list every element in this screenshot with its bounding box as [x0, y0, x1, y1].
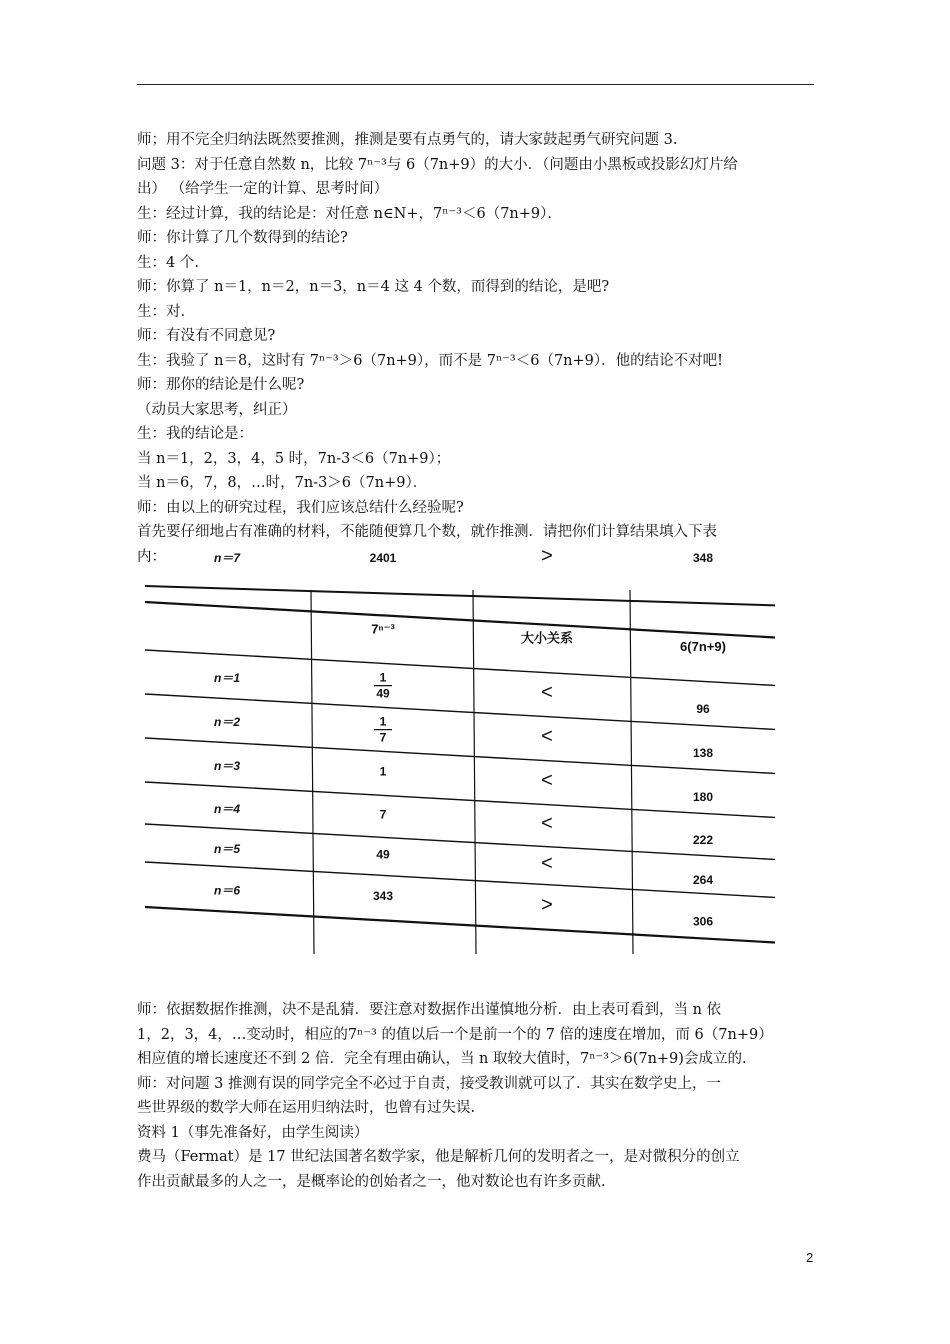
text-line: 内：	[137, 548, 166, 565]
text-line: 生：我验了 n＝8，这时有 7ⁿ⁻³＞6（7n+9），而不是 7ⁿ⁻³＜6（7n+9）．他的结论不对吧!	[137, 352, 723, 369]
table-relation-cell: <	[541, 769, 553, 792]
text-line: 1，2，3，4，…变动时，相应的7ⁿ⁻³ 的值以后一个是前一个的 7 倍的速度在增加，而 6（7n+9）	[137, 1026, 773, 1043]
text-line: 问题 3：对于任意自然数 n，比较 7ⁿ⁻³与 6（7n+9）的大小．（问题由小黑板或投影幻灯片给	[137, 156, 738, 173]
table-power-cell: 49	[376, 847, 390, 862]
text-line: 资料 1（事先准备好，由学生阅读）	[137, 1124, 369, 1141]
text-line: 当 n＝1，2，3，4，5 时，7n-3＜6（7n+9）；	[137, 450, 451, 467]
table-relation-cell: <	[541, 681, 553, 704]
table-n-cell: n＝4	[213, 802, 241, 817]
table-header: 大小关系	[520, 630, 574, 646]
table-fraction-denominator: 49	[376, 686, 390, 701]
comparison-table	[135, 545, 780, 962]
text-line: 费马（Fermat）是 17 世纪法国著名数学家，他是解析几何的发明者之一，是对微积分的创立	[137, 1149, 740, 1165]
table-fraction-numerator: 1	[379, 670, 387, 685]
table-column-rule	[473, 590, 476, 954]
text-line: 师：你计算了几个数得到的结论?	[137, 230, 348, 246]
text-line: 相应值的增长速度还不到 2 倍．完全有理由确认，当 n 取较大值时，7ⁿ⁻³＞6(7n+9)会成立的.	[137, 1051, 747, 1067]
text-line: 首先要仔细地占有准确的材料，不能随便算几个数，就作推测．请把你们计算结果填入下表	[137, 524, 717, 540]
text-line: （动员大家思考，纠正）	[137, 401, 297, 418]
table-n-cell: n＝7	[213, 551, 241, 565]
table-fraction-numerator: 1	[379, 714, 387, 729]
table-column-rule	[311, 590, 314, 954]
table-n-cell: n＝3	[213, 759, 241, 774]
text-line: 师：依据数据作推测，决不是乱猜．要注意对数据作出谨慎地分析．由上表可看到，当 n 依	[137, 1002, 722, 1018]
text-line: 师：你算了 n＝1，n＝2，n＝3，n＝4 这 4 个数，而得到的结论，是吧?	[137, 279, 610, 295]
text-line: 师：对问题 3 推测有误的同学完全不必过于自责，接受教训就可以了．其实在数学史上，一	[137, 1075, 721, 1092]
text-line: 师：那你的结论是什么呢?	[137, 377, 305, 393]
text-line: 生：经过计算，我的结论是：对任意 n∈N+，7ⁿ⁻³＜6（7n+9）．	[137, 205, 562, 222]
table-n-cell: n＝5	[213, 842, 241, 857]
table-relation-cell: <	[541, 812, 553, 835]
table-n-cell: n＝1	[213, 671, 241, 686]
text-line: 出） （给学生一定的计算、思考时间）	[137, 181, 389, 197]
table-fraction-denominator: 7	[379, 730, 387, 745]
dialogue-section-2	[137, 998, 817, 1194]
text-line: 当 n＝6，7，8，…时，7n-3＞6（7n+9）．	[137, 475, 428, 491]
page-number: 2	[806, 1250, 814, 1265]
table-relation-cell: >	[541, 545, 553, 567]
table-power-cell: 7	[379, 807, 387, 822]
table-value-cell: 96	[696, 702, 710, 717]
table-power-cell: 2401	[369, 551, 397, 565]
text-line: 师：由以上的研究过程，我们应该总结什么经验呢?	[137, 499, 464, 516]
table-value-cell: 180	[692, 790, 714, 805]
text-line: 些世界级的数学大师在运用归纳法时，也曾有过失误.	[137, 1100, 476, 1116]
text-line: 生：我的结论是：	[137, 426, 253, 442]
comparison-table-svg	[135, 545, 780, 962]
table-n-cell: n＝6	[213, 883, 241, 898]
table-value-cell: 348	[692, 551, 714, 565]
table-rule	[145, 586, 775, 605]
table-power-cell: 343	[372, 889, 394, 904]
table-relation-cell: <	[541, 725, 553, 748]
text-line: 师；用不完全归纳法既然要推测，推测是要有点勇气的，请大家鼓起勇气研究问题 3.	[137, 132, 678, 148]
table-header: 6(7n+9)	[680, 639, 726, 655]
table-value-cell: 306	[692, 914, 714, 929]
table-rule	[145, 907, 775, 942]
table-column-rule	[630, 590, 633, 954]
text-line: 师：有没有不同意见?	[137, 328, 276, 344]
header-rule	[137, 84, 814, 85]
text-line: 生：4 个.	[137, 254, 199, 271]
table-value-cell: 222	[692, 833, 714, 848]
text-line: 生：对.	[137, 303, 186, 320]
text-line: 作出贡献最多的人之一，是概率论的创始者之一，他对数论也有许多贡献.	[137, 1173, 606, 1190]
dialogue-section-1	[137, 128, 817, 569]
table-relation-cell: <	[541, 852, 553, 875]
table-header: 7ⁿ⁻³	[371, 621, 395, 637]
table-n-cell: n＝2	[213, 715, 241, 730]
table-power-cell: 1	[379, 764, 387, 779]
table-relation-cell: >	[541, 894, 553, 917]
table-value-cell: 138	[692, 746, 714, 761]
table-value-cell: 264	[692, 873, 714, 888]
table-rule	[145, 602, 775, 637]
